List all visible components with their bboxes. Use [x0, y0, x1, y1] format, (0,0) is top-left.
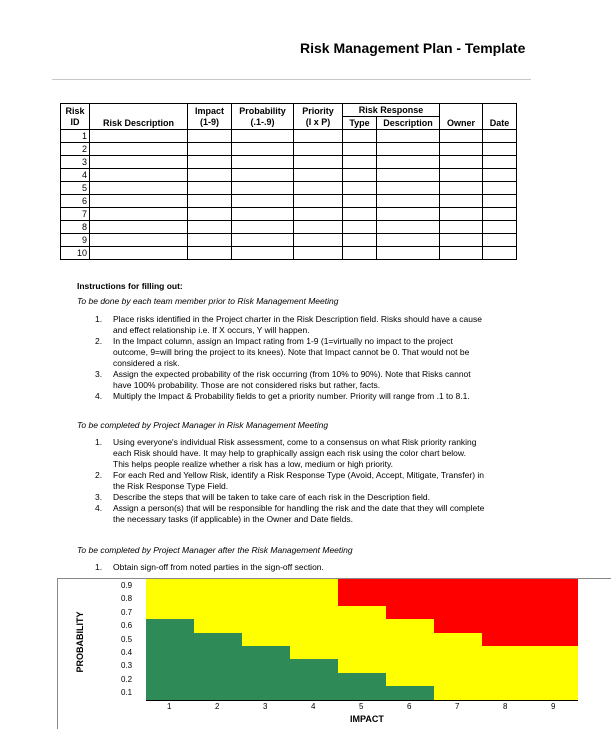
- empty-cell: [294, 208, 343, 221]
- empty-cell: [483, 169, 517, 182]
- heatmap-cell: [482, 619, 530, 632]
- heatmap-cell: [242, 579, 290, 592]
- heatmap-x-tick: 1: [167, 701, 172, 711]
- instruction-number: 2.: [95, 336, 103, 346]
- empty-cell: [377, 130, 440, 143]
- empty-cell: [188, 247, 232, 260]
- heatmap-cell: [242, 673, 290, 686]
- empty-cell: [343, 182, 377, 195]
- instruction-line: In the Impact column, assign an Impact rating from 1-9 (1=virtually no impact to the project: [113, 336, 453, 346]
- heatmap-y-tick: 0.2: [121, 674, 133, 684]
- section3-title: To be completed by Project Manager after the Risk Management Meeting: [77, 545, 353, 555]
- section3-list: [95, 562, 565, 573]
- empty-cell: [232, 234, 294, 247]
- heatmap-cell: [338, 659, 386, 672]
- heatmap-y-tick: 0.5: [121, 634, 133, 644]
- heatmap-cell: [242, 592, 290, 605]
- risk-id-cell: 7: [61, 208, 90, 221]
- instruction-item: [95, 314, 565, 336]
- heatmap-cell: [338, 633, 386, 646]
- instruction-line: the necessary tasks (if applicable) in the Owner and Date fields.: [113, 514, 354, 524]
- heatmap-cell: [242, 646, 290, 659]
- instruction-number: 4.: [95, 391, 103, 401]
- instruction-line: and effect relationship i.e. If X occurs, Y will happen.: [113, 325, 310, 335]
- risk-register-table: [60, 103, 517, 260]
- instruction-item: [95, 503, 565, 525]
- heatmap-y-tick: 0.7: [121, 607, 133, 617]
- heatmap-cell: [434, 673, 482, 686]
- empty-cell: [294, 247, 343, 260]
- header-risk-description: Risk Description: [90, 104, 188, 130]
- heatmap-cell: [194, 619, 242, 632]
- heatmap-cell: [482, 579, 530, 592]
- empty-cell: [343, 208, 377, 221]
- instruction-number: 1.: [95, 314, 103, 324]
- heatmap-cell: [434, 606, 482, 619]
- empty-cell: [188, 169, 232, 182]
- heatmap-cell: [530, 659, 578, 672]
- empty-cell: [377, 247, 440, 260]
- heatmap-cell: [242, 606, 290, 619]
- instructions-heading: Instructions for filling out:: [77, 281, 183, 291]
- empty-cell: [483, 130, 517, 143]
- empty-cell: [188, 130, 232, 143]
- heatmap-cell: [338, 646, 386, 659]
- empty-cell: [343, 195, 377, 208]
- heatmap-cell: [434, 592, 482, 605]
- empty-cell: [483, 195, 517, 208]
- heatmap-cell: [242, 659, 290, 672]
- heatmap-cell: [482, 646, 530, 659]
- instruction-line: Multiply the Impact & Probability fields to get a priority number. Priority will range from .1 to 8.1.: [113, 391, 470, 401]
- empty-cell: [343, 221, 377, 234]
- heatmap-cell: [338, 673, 386, 686]
- empty-cell: [440, 247, 483, 260]
- heatmap-x-tick: 2: [215, 701, 220, 711]
- heatmap-cell: [530, 579, 578, 592]
- instruction-number: 1.: [95, 562, 103, 572]
- header-risk-response: Risk Response: [343, 104, 440, 117]
- empty-cell: [294, 221, 343, 234]
- table-row: [61, 130, 517, 143]
- empty-cell: [343, 143, 377, 156]
- empty-cell: [294, 169, 343, 182]
- heatmap-cell: [434, 633, 482, 646]
- heatmap-cell: [194, 592, 242, 605]
- header-response-description: Description: [377, 117, 440, 130]
- heatmap-cell: [290, 633, 338, 646]
- heatmap-x-tick: 4: [311, 701, 316, 711]
- heatmap-cell: [290, 579, 338, 592]
- risk-id-cell: 1: [61, 130, 90, 143]
- empty-cell: [232, 195, 294, 208]
- header-date: Date: [483, 104, 517, 130]
- heatmap-cell: [482, 659, 530, 672]
- header-risk-id: Risk ID: [61, 104, 90, 130]
- heatmap-cell: [338, 606, 386, 619]
- risk-id-cell: 10: [61, 247, 90, 260]
- empty-cell: [483, 182, 517, 195]
- instruction-line: For each Red and Yellow Risk, identify a Risk Response Type (Avoid, Accept, Mitigate, Transfer) in: [113, 470, 485, 480]
- heatmap-cell: [146, 673, 194, 686]
- section1-list: [95, 314, 565, 402]
- instruction-item: [95, 470, 565, 492]
- heatmap-cell: [386, 673, 434, 686]
- heatmap-cell: [530, 686, 578, 699]
- heatmap-cell: [290, 619, 338, 632]
- empty-cell: [232, 143, 294, 156]
- instruction-item: [95, 437, 565, 470]
- heatmap-cell: [386, 659, 434, 672]
- empty-cell: [90, 208, 188, 221]
- header-probability: Probability (.1-.9): [232, 104, 294, 130]
- heatmap-x-tick: 5: [359, 701, 364, 711]
- empty-cell: [90, 169, 188, 182]
- risk-id-cell: 3: [61, 156, 90, 169]
- empty-cell: [232, 208, 294, 221]
- heatmap-cell: [290, 659, 338, 672]
- empty-cell: [343, 234, 377, 247]
- heatmap-cell: [530, 592, 578, 605]
- empty-cell: [440, 143, 483, 156]
- empty-cell: [440, 234, 483, 247]
- risk-id-cell: 2: [61, 143, 90, 156]
- heatmap-cell: [482, 592, 530, 605]
- heatmap-cell: [290, 606, 338, 619]
- instruction-line: Place risks identified in the Project charter in the Risk Description field. Risks should have a cause: [113, 314, 482, 324]
- heatmap-cell: [434, 686, 482, 699]
- empty-cell: [377, 143, 440, 156]
- risk-id-cell: 9: [61, 234, 90, 247]
- empty-cell: [232, 130, 294, 143]
- empty-cell: [440, 169, 483, 182]
- heatmap-cell: [242, 633, 290, 646]
- table-row: [61, 143, 517, 156]
- heatmap-y-tick: 0.3: [121, 661, 133, 671]
- empty-cell: [90, 143, 188, 156]
- heatmap-cell: [530, 619, 578, 632]
- table-row: [61, 234, 517, 247]
- empty-cell: [377, 156, 440, 169]
- heatmap-x-tick: 6: [407, 701, 412, 711]
- heatmap-y-tick: 0.8: [121, 594, 133, 604]
- empty-cell: [377, 234, 440, 247]
- heatmap-cell: [242, 686, 290, 699]
- empty-cell: [232, 169, 294, 182]
- instruction-line: Assign a person(s) that will be responsible for handling the risk and the date that they will complete: [113, 503, 485, 513]
- heatmap-cell: [338, 579, 386, 592]
- heatmap-y-tick: 0.6: [121, 621, 133, 631]
- empty-cell: [232, 247, 294, 260]
- risk-id-cell: 4: [61, 169, 90, 182]
- header-owner: Owner: [440, 104, 483, 130]
- empty-cell: [343, 247, 377, 260]
- heatmap-cell: [482, 673, 530, 686]
- heatmap-y-axis-label: PROBABILITY: [75, 611, 85, 673]
- heatmap-cell: [386, 592, 434, 605]
- instruction-line: Obtain sign-off from noted parties in the sign-off section.: [113, 562, 324, 572]
- heatmap-cell: [386, 606, 434, 619]
- instruction-item: [95, 369, 565, 391]
- instruction-number: 3.: [95, 369, 103, 379]
- heatmap-cell: [194, 673, 242, 686]
- empty-cell: [188, 234, 232, 247]
- heatmap-cell: [290, 673, 338, 686]
- instruction-line: have 100% probability. Those are not considered risks but rather, facts.: [113, 380, 381, 390]
- empty-cell: [188, 156, 232, 169]
- instruction-line: each Risk should have. It may help to graphically assign each risk using the color chart below.: [113, 448, 466, 458]
- heatmap-x-axis-label: IMPACT: [350, 714, 384, 724]
- empty-cell: [294, 143, 343, 156]
- empty-cell: [483, 156, 517, 169]
- table-row: [61, 169, 517, 182]
- section2-title: To be completed by Project Manager in Risk Management Meeting: [77, 420, 329, 430]
- instruction-item: [95, 492, 565, 503]
- title-divider: [52, 79, 531, 80]
- heatmap-cell: [146, 619, 194, 632]
- instruction-item: [95, 336, 565, 369]
- instruction-line: Describe the steps that will be taken to take care of each risk in the Description field.: [113, 492, 431, 502]
- table-row: [61, 247, 517, 260]
- empty-cell: [90, 130, 188, 143]
- heatmap-cell: [482, 686, 530, 699]
- heatmap-cell: [434, 579, 482, 592]
- table-row: [61, 221, 517, 234]
- empty-cell: [90, 221, 188, 234]
- heatmap-cell: [146, 592, 194, 605]
- heatmap-cell: [290, 646, 338, 659]
- empty-cell: [343, 169, 377, 182]
- heatmap-cell: [146, 659, 194, 672]
- heatmap-cell: [290, 686, 338, 699]
- heatmap-cell: [434, 659, 482, 672]
- empty-cell: [294, 195, 343, 208]
- empty-cell: [483, 208, 517, 221]
- heatmap-cell: [530, 673, 578, 686]
- empty-cell: [483, 221, 517, 234]
- heatmap-y-tick: 0.4: [121, 648, 133, 657]
- header-response-type: Type: [343, 117, 377, 130]
- table-row: [61, 208, 517, 221]
- instruction-number: 2.: [95, 470, 103, 480]
- heatmap-cell: [194, 606, 242, 619]
- empty-cell: [483, 143, 517, 156]
- page-title: Risk Management Plan - Template: [300, 40, 526, 56]
- empty-cell: [188, 182, 232, 195]
- heatmap-cell: [386, 686, 434, 699]
- heatmap-cell: [146, 579, 194, 592]
- table-row: [61, 182, 517, 195]
- empty-cell: [440, 195, 483, 208]
- heatmap-cell: [386, 646, 434, 659]
- heatmap-cell: [530, 646, 578, 659]
- heatmap-y-tick: 0.9: [121, 581, 133, 590]
- empty-cell: [440, 208, 483, 221]
- instruction-item: [95, 391, 565, 402]
- heatmap-cell: [194, 579, 242, 592]
- empty-cell: [90, 195, 188, 208]
- heatmap-cell: [386, 619, 434, 632]
- risk-id-cell: 5: [61, 182, 90, 195]
- heatmap-cell: [146, 686, 194, 699]
- empty-cell: [90, 234, 188, 247]
- instruction-line: outcome, 9=will bring the project to its knees). Note that Impact cannot be 0. That would not be: [113, 347, 470, 357]
- empty-cell: [343, 156, 377, 169]
- instruction-line: considered a risk.: [113, 358, 180, 368]
- table-row: [61, 156, 517, 169]
- instruction-line: the Risk Response Type Field.: [113, 481, 229, 491]
- heatmap-cell: [482, 633, 530, 646]
- heatmap-cell: [338, 592, 386, 605]
- instruction-line: Assign the expected probability of the risk occurring (from 10% to 90%). Note that Risks cannot: [113, 369, 471, 379]
- empty-cell: [294, 182, 343, 195]
- section2-list: [95, 437, 565, 525]
- empty-cell: [232, 156, 294, 169]
- empty-cell: [343, 130, 377, 143]
- empty-cell: [90, 156, 188, 169]
- empty-cell: [232, 221, 294, 234]
- instruction-number: 4.: [95, 503, 103, 513]
- empty-cell: [232, 182, 294, 195]
- heatmap-cell: [194, 659, 242, 672]
- empty-cell: [188, 143, 232, 156]
- empty-cell: [377, 195, 440, 208]
- heatmap-x-tick: 8: [503, 701, 508, 711]
- empty-cell: [90, 182, 188, 195]
- heatmap-cell: [338, 619, 386, 632]
- header-impact: Impact (1-9): [188, 104, 232, 130]
- empty-cell: [377, 208, 440, 221]
- risk-id-cell: 6: [61, 195, 90, 208]
- empty-cell: [440, 182, 483, 195]
- heatmap-cell: [434, 619, 482, 632]
- instruction-line: This helps people realize whether a risk has a low, medium or high priority.: [113, 459, 394, 469]
- instruction-item: [95, 562, 565, 573]
- empty-cell: [440, 221, 483, 234]
- empty-cell: [483, 247, 517, 260]
- empty-cell: [294, 156, 343, 169]
- heatmap-cell: [530, 606, 578, 619]
- risk-id-cell: 8: [61, 221, 90, 234]
- section1-title: To be done by each team member prior to Risk Management Meeting: [77, 296, 339, 306]
- empty-cell: [377, 221, 440, 234]
- empty-cell: [294, 234, 343, 247]
- empty-cell: [440, 130, 483, 143]
- heatmap-x-axis: [146, 700, 578, 701]
- heatmap-cell: [146, 633, 194, 646]
- empty-cell: [188, 221, 232, 234]
- empty-cell: [377, 169, 440, 182]
- heatmap-cell: [434, 646, 482, 659]
- heatmap-x-tick: 9: [551, 701, 556, 711]
- instruction-number: 3.: [95, 492, 103, 502]
- empty-cell: [188, 195, 232, 208]
- heatmap-y-tick: 0.1: [121, 688, 133, 698]
- empty-cell: [440, 156, 483, 169]
- heatmap-cell: [338, 686, 386, 699]
- table-row: [61, 195, 517, 208]
- heatmap-cell: [386, 579, 434, 592]
- heatmap-cell: [146, 646, 194, 659]
- heatmap-cell: [194, 686, 242, 699]
- heatmap-cell: [530, 633, 578, 646]
- empty-cell: [377, 182, 440, 195]
- empty-cell: [294, 130, 343, 143]
- instruction-line: Using everyone's individual Risk assessment, come to a consensus on what Risk priority ranking: [113, 437, 477, 447]
- empty-cell: [483, 234, 517, 247]
- heatmap-cell: [194, 646, 242, 659]
- heatmap-x-tick: 3: [263, 701, 268, 711]
- instruction-number: 1.: [95, 437, 103, 447]
- heatmap-cell: [242, 619, 290, 632]
- header-priority: Priority (I x P): [294, 104, 343, 130]
- empty-cell: [188, 208, 232, 221]
- heatmap-cell: [482, 606, 530, 619]
- heatmap-cell: [386, 633, 434, 646]
- heatmap-cell: [290, 592, 338, 605]
- empty-cell: [90, 247, 188, 260]
- heatmap-cell: [194, 633, 242, 646]
- heatmap-x-tick: 7: [455, 701, 460, 711]
- heatmap-cell: [146, 606, 194, 619]
